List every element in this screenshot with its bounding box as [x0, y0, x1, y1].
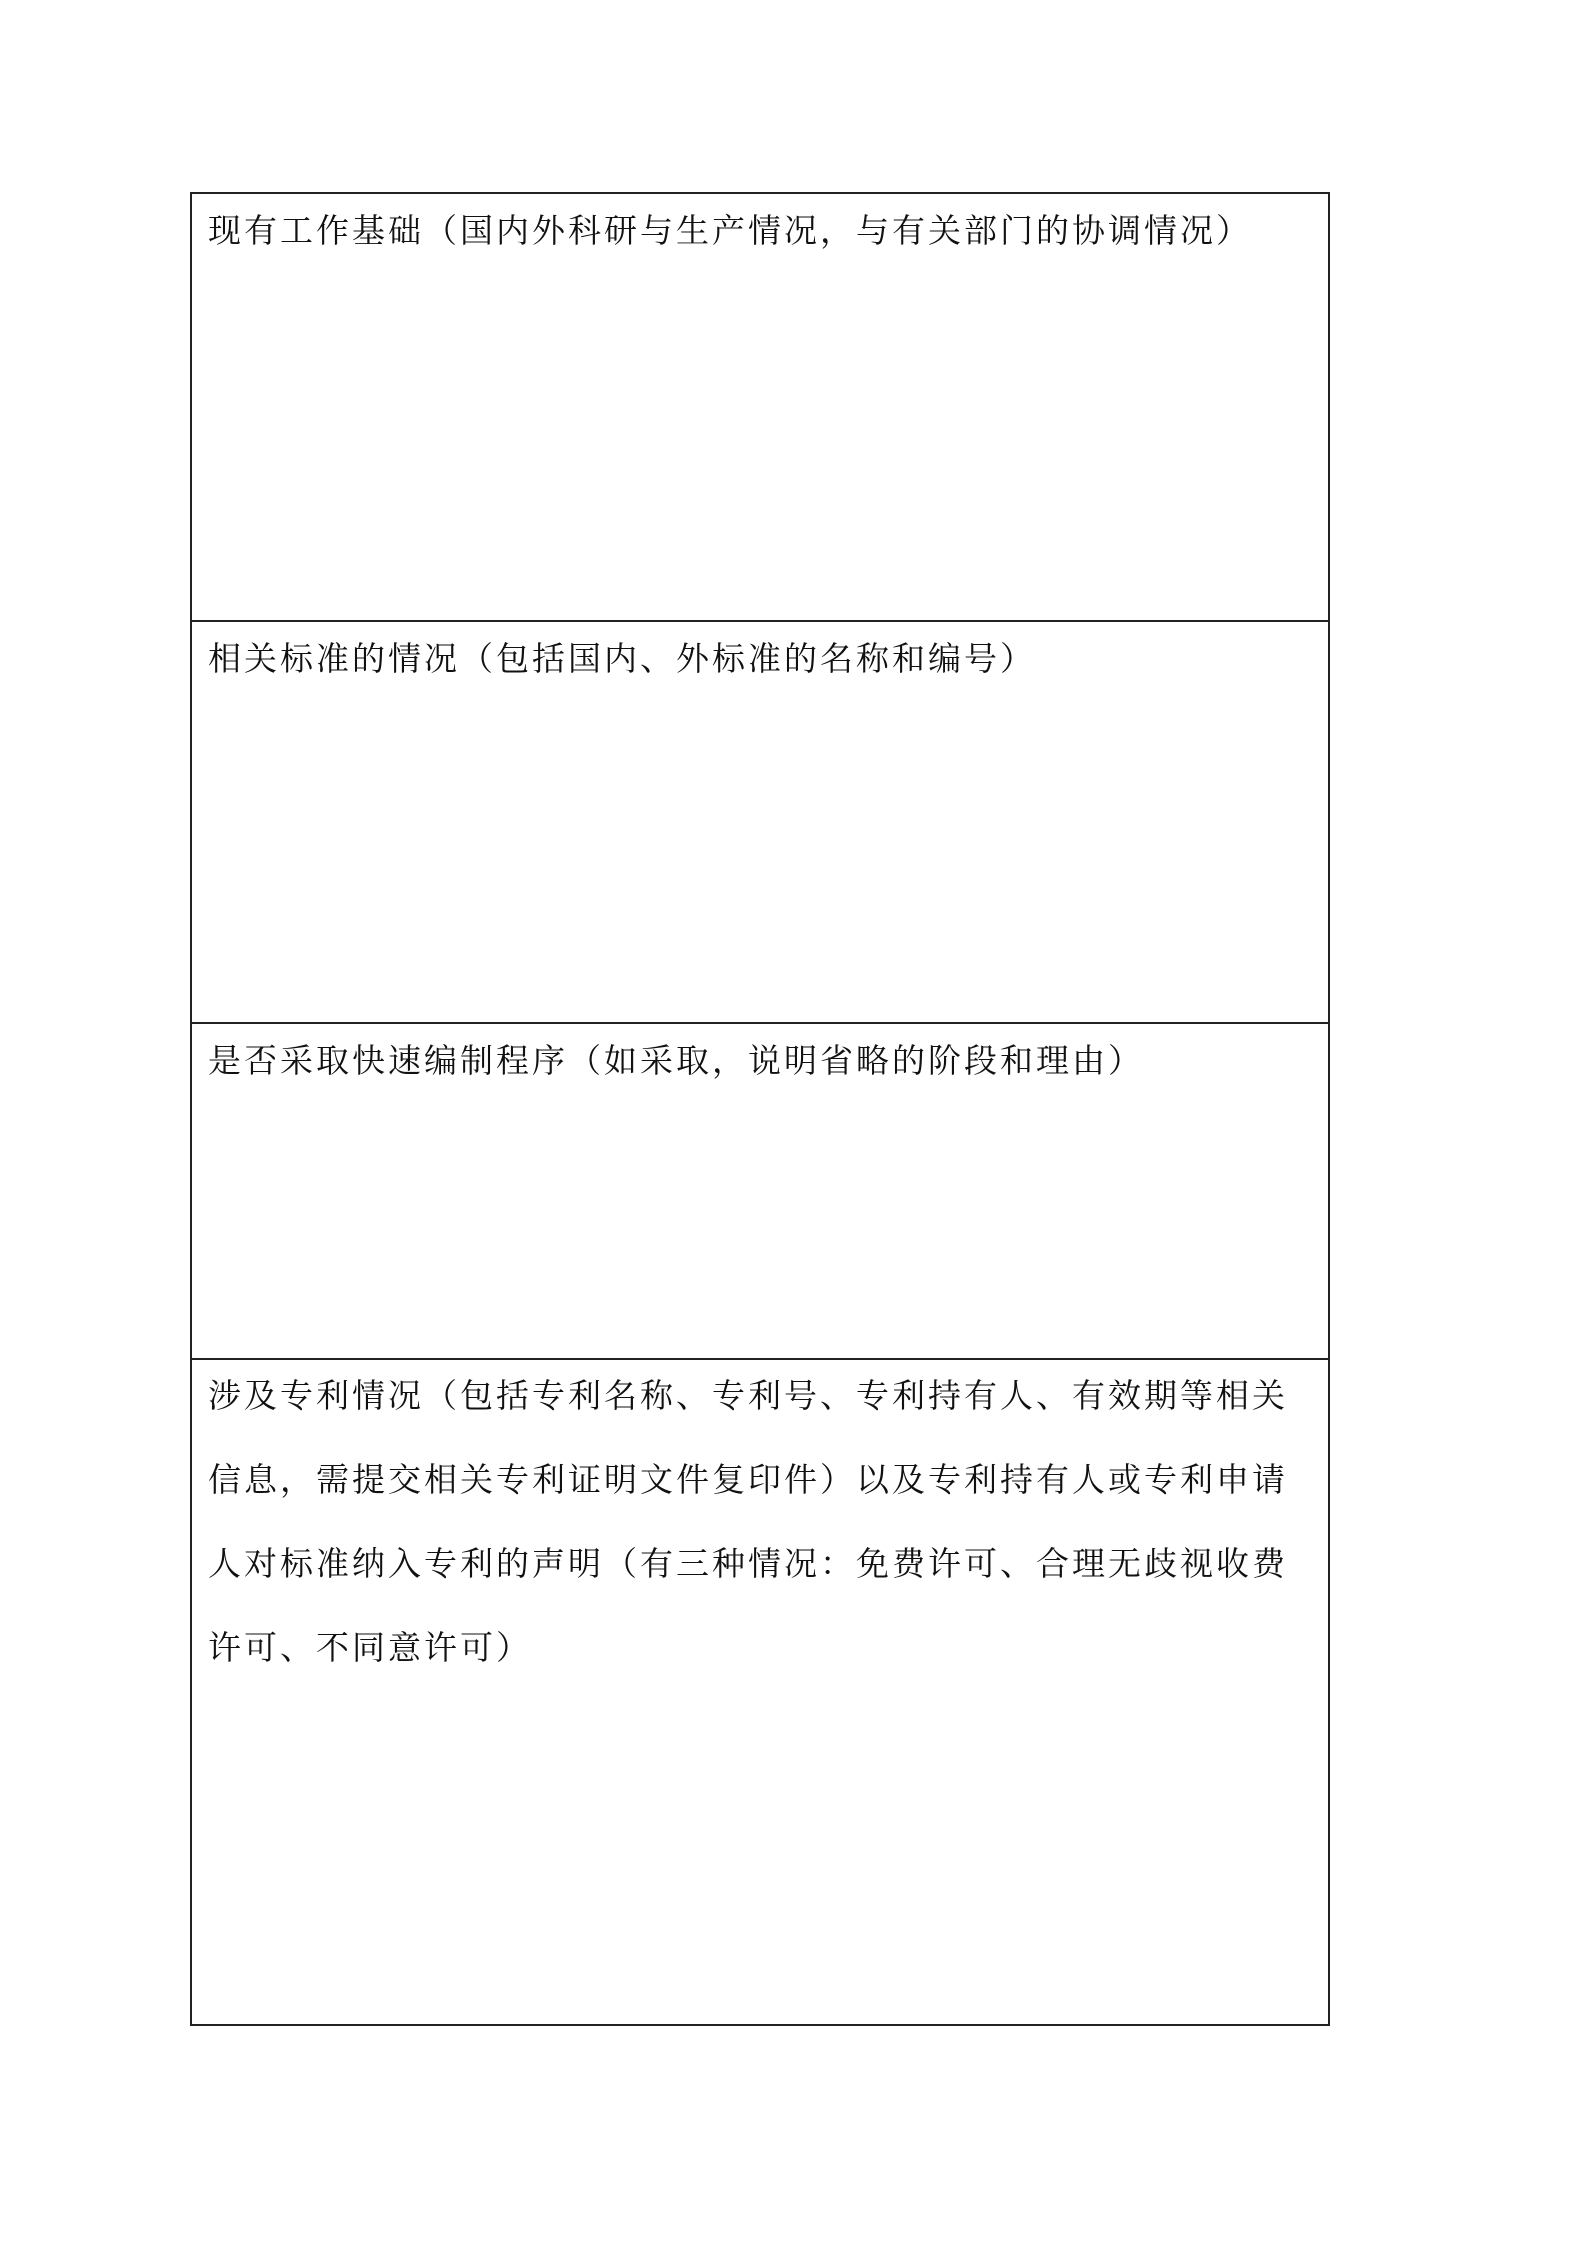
row-label-patent-information: 涉及专利情况（包括专利名称、专利号、专利持有人、有效期等相关信息，需提交相关专利证明文件复印件）以及专利持有人或专利申请人对标准纳入专利的声明（有三种情况：免费许可、合理无歧视收费许可、不同意许可） [208, 1376, 1288, 1667]
row-label-related-standards: 相关标准的情况（包括国内、外标准的名称和编号） [208, 639, 1036, 678]
form-row-fast-track-procedure[interactable] [192, 1024, 1328, 1360]
row-label-fast-track-procedure: 是否采取快速编制程序（如采取，说明省略的阶段和理由） [208, 1041, 1144, 1080]
form-row-patent-information[interactable] [192, 1360, 1328, 2024]
form-row-existing-work-basis[interactable] [192, 194, 1328, 622]
form-table [190, 192, 1330, 2026]
form-row-related-standards[interactable] [192, 622, 1328, 1024]
row-label-existing-work-basis: 现有工作基础（国内外科研与生产情况，与有关部门的协调情况） [208, 211, 1252, 250]
